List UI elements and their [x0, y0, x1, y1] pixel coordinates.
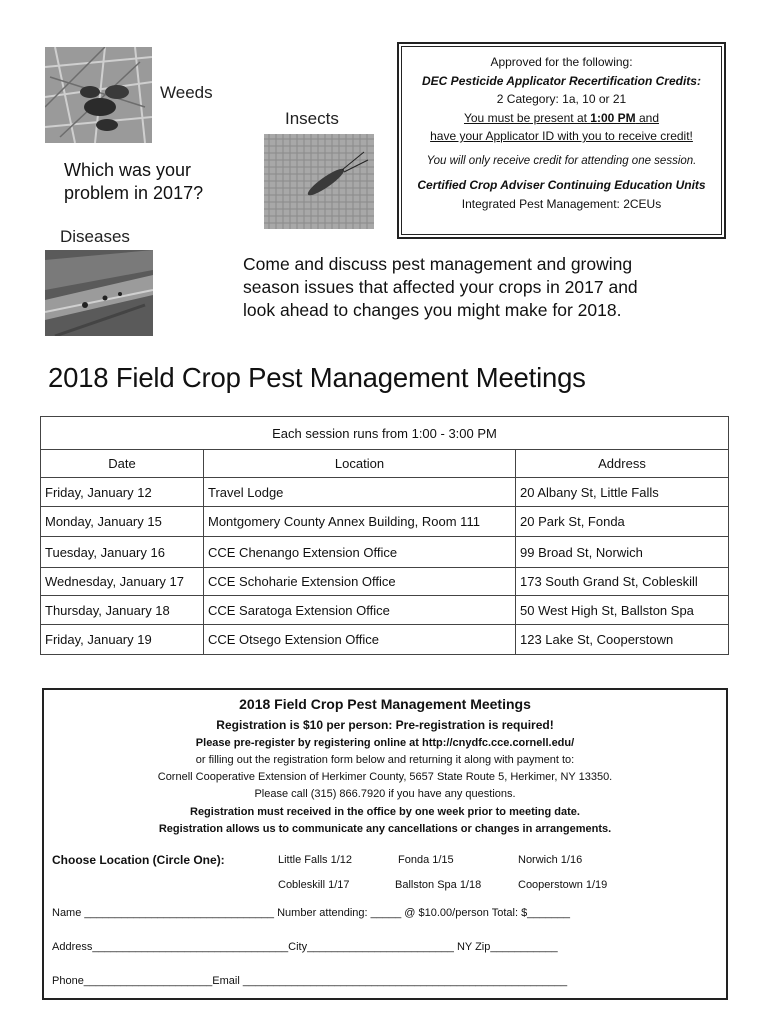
- approved-heading: Approved for the following:: [490, 55, 633, 69]
- address-field-line[interactable]: Address________________________________City________________________ NY Zip___________: [52, 941, 558, 953]
- table-row: [41, 537, 729, 568]
- table-row: [41, 478, 729, 507]
- location-choice[interactable]: Little Falls 1/12: [278, 854, 352, 866]
- ipm-ceus: Integrated Pest Management: 2CEUs: [461, 196, 662, 211]
- meeting-location: Travel Lodge: [204, 478, 516, 507]
- choose-location-label: Choose Location (Circle One):: [52, 853, 225, 867]
- meeting-address: 99 Broad St, Norwich: [516, 537, 729, 568]
- registration-title: 2018 Field Crop Pest Management Meetings: [239, 696, 531, 712]
- meeting-address: 20 Albany St, Little Falls: [516, 478, 729, 507]
- meeting-date: Friday, January 19: [41, 625, 204, 655]
- meeting-address: 20 Park St, Fonda: [516, 507, 729, 537]
- meeting-address: 123 Lake St, Cooperstown: [516, 625, 729, 655]
- intro-text: [243, 253, 638, 322]
- meeting-schedule-table: [40, 416, 729, 655]
- weeds-label: Weeds: [160, 83, 213, 102]
- meeting-date: Tuesday, January 16: [41, 537, 204, 568]
- column-header-date: Date: [41, 450, 204, 478]
- insects-photo: [264, 134, 374, 229]
- meeting-location: Montgomery County Annex Building, Room 111: [204, 507, 516, 537]
- table-row: [41, 507, 729, 537]
- meeting-location: CCE Schoharie Extension Office: [204, 568, 516, 596]
- question-line-2: problem in 2017?: [64, 183, 204, 203]
- registration-mail: or filling out the registration form below and returning it along with payment to:: [195, 754, 575, 766]
- registration-phone: Please call (315) 866.7920 if you have any questions.: [254, 788, 516, 800]
- location-choice[interactable]: Ballston Spa 1/18: [395, 879, 482, 891]
- location-choice[interactable]: Cooperstown 1/19: [518, 879, 608, 891]
- meeting-address: 50 West High St, Ballston Spa: [516, 596, 729, 625]
- meeting-location: CCE Saratoga Extension Office: [204, 596, 516, 625]
- weeds-photo: [45, 47, 152, 143]
- dec-credits: DEC Pesticide Applicator Recertification Credits:: [422, 73, 701, 88]
- diseases-photo: [45, 250, 153, 336]
- registration-deadline: Registration must received in the office by one week prior to meeting date.: [190, 806, 580, 818]
- meeting-date: Thursday, January 18: [41, 596, 204, 625]
- applicator-id-note: have your Applicator ID with you to receive credit!: [430, 129, 693, 143]
- name-field-line[interactable]: Name _______________________________ Number attending: _____ @ $10.00/person Total: $_______: [52, 907, 571, 919]
- registration-fee: Registration is $10 per person: Pre-registration is required!: [216, 718, 554, 732]
- credit-category: 2 Category: 1a, 10 or 21: [496, 92, 627, 106]
- intro-line-3: look ahead to changes you might make for 2018.: [243, 300, 622, 320]
- meeting-location: CCE Chenango Extension Office: [204, 537, 516, 568]
- attendance-time-note: You must be present at 1:00 PM and: [463, 110, 660, 125]
- location-choice[interactable]: Cobleskill 1/17: [278, 879, 350, 891]
- table-row: [41, 568, 729, 596]
- meeting-address: 173 South Grand St, Cobleskill: [516, 568, 729, 596]
- meeting-date: Friday, January 12: [41, 478, 204, 507]
- location-choice[interactable]: Fonda 1/15: [398, 854, 454, 866]
- table-row: [41, 625, 729, 655]
- approved-credits-box: [397, 42, 726, 239]
- registration-notice: Registration allows us to communicate any cancellations or changes in arrangements.: [158, 823, 612, 835]
- intro-line-1: Come and discuss pest management and growing: [243, 254, 633, 274]
- registration-form: [42, 688, 728, 1000]
- phone-email-field-line[interactable]: Phone_____________________Email _____________________________________________________: [52, 975, 568, 987]
- page-title: 2018 Field Crop Pest Management Meetings: [48, 362, 586, 393]
- cca-units: Certified Crop Adviser Continuing Education Units: [417, 178, 706, 192]
- meeting-date: Monday, January 15: [41, 507, 204, 537]
- diseases-label: Diseases: [60, 227, 130, 246]
- registration-address: Cornell Cooperative Extension of Herkimer County, 5657 State Route 5, Herkimer, NY 13350.: [157, 771, 613, 783]
- location-choice[interactable]: Norwich 1/16: [518, 854, 583, 866]
- intro-line-2: season issues that affected your crops in 2017 and: [243, 277, 638, 297]
- meeting-location: CCE Otsego Extension Office: [204, 625, 516, 655]
- question-line-1: Which was your: [64, 160, 192, 180]
- meeting-date: Wednesday, January 17: [41, 568, 204, 596]
- column-header-address: Address: [516, 450, 729, 478]
- problem-question: [64, 159, 203, 205]
- one-session-note: You will only receive credit for attending one session.: [426, 154, 697, 167]
- registration-online: Please pre-register by registering online at http://cnydfc.cce.cornell.edu/: [195, 737, 575, 749]
- table-row: [41, 596, 729, 625]
- session-time-note: Each session runs from 1:00 - 3:00 PM: [41, 417, 729, 450]
- column-header-location: Location: [204, 450, 516, 478]
- insects-label: Insects: [285, 109, 339, 128]
